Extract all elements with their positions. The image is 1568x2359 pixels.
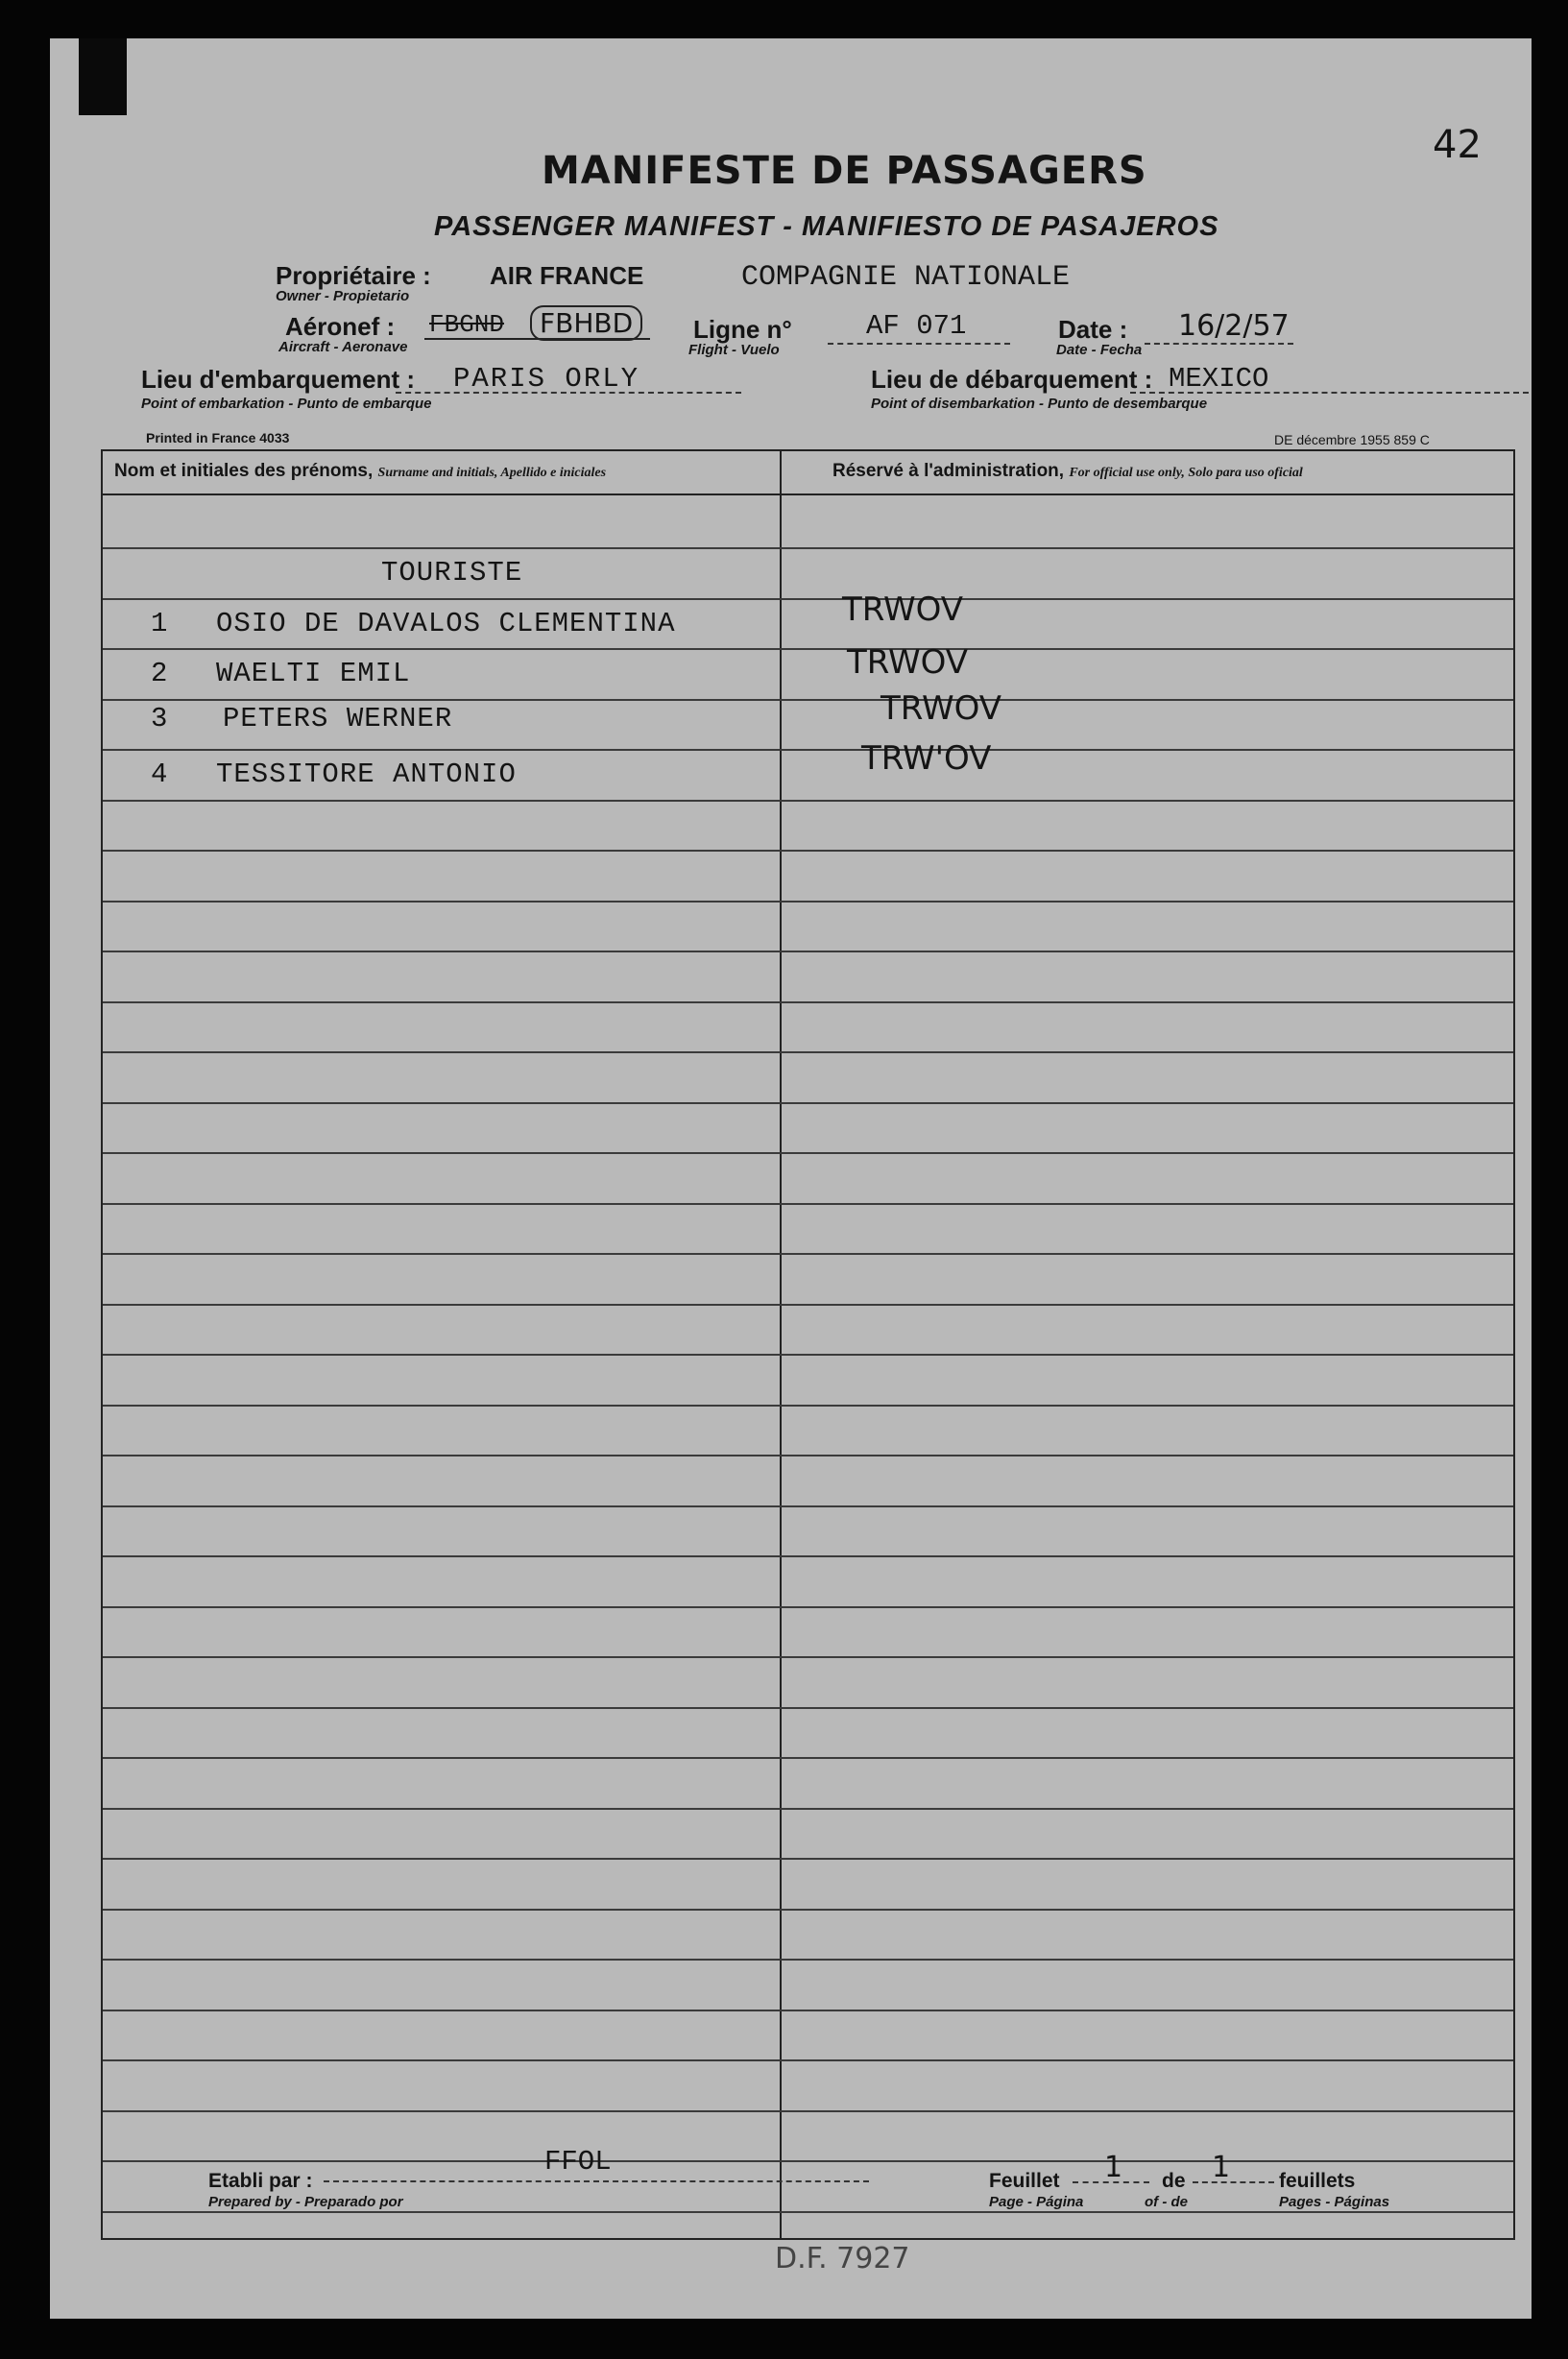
prepared-by-value: FFOL [544, 2146, 612, 2178]
passenger-number: 2 [151, 658, 169, 689]
table-rule [103, 1203, 1513, 1205]
column-divider [780, 451, 782, 2238]
table-rule [103, 800, 1513, 802]
table-rule [103, 1909, 1513, 1911]
page-number: 42 [1433, 123, 1482, 167]
table-rule [103, 2110, 1513, 2112]
passenger-initials: TRWOV [842, 590, 964, 629]
sheet-current-underline [1073, 2181, 1149, 2183]
table-rule [103, 1001, 1513, 1003]
sheet-sublabel: Page - Página [989, 2194, 1084, 2210]
table-rule [103, 547, 1513, 549]
embarkation-sublabel: Point of embarkation - Punto de embarque [141, 396, 432, 412]
aircraft-underline [424, 338, 650, 340]
owner-sublabel: Owner - Propietario [276, 288, 410, 304]
disembarkation-label: Lieu de débarquement : [871, 365, 1153, 394]
disembarkation-sublabel: Point of disembarkation - Punto de desembarque [871, 396, 1208, 412]
right-column-title: Réservé à l'administration, [832, 461, 1065, 481]
table-rule [103, 901, 1513, 903]
flight-sublabel: Flight - Vuelo [688, 342, 780, 358]
table-rule [103, 1455, 1513, 1456]
passenger-table [101, 449, 1515, 2240]
aircraft-sublabel: Aircraft - Aeronave [278, 339, 408, 355]
disembarkation-value: MEXICO [1169, 363, 1269, 395]
sheet-of-sublabel: of - de [1145, 2194, 1188, 2210]
table-rule [103, 2010, 1513, 2011]
right-column-subtitle: For official use only, Solo para uso oficial [1069, 466, 1303, 480]
sheet-total: 1 [1212, 2151, 1231, 2184]
date-value: 16/2/57 [1178, 309, 1290, 343]
reference-number: D.F. 7927 [775, 2242, 910, 2275]
table-rule [103, 1959, 1513, 1961]
aircraft-value: FBHBD [530, 305, 642, 341]
passenger-name: TESSITORE ANTONIO [216, 758, 517, 790]
table-rule [103, 2160, 1513, 2162]
passenger-number: 4 [151, 758, 169, 790]
table-rule [103, 1858, 1513, 1860]
sheet-trailing-sublabel: Pages - Páginas [1279, 2194, 1390, 2210]
owner-value: AIR FRANCE [490, 261, 644, 290]
table-rule [103, 1304, 1513, 1306]
punch-mark [79, 38, 127, 115]
class-heading: TOURISTE [381, 557, 523, 589]
table-rule [103, 2059, 1513, 2061]
disembarkation-underline [1130, 392, 1529, 394]
table-rule [103, 1656, 1513, 1658]
table-rule [103, 1505, 1513, 1507]
table-rule [103, 850, 1513, 852]
table-rule [103, 699, 1513, 701]
passenger-initials: TRWOV [847, 643, 969, 682]
table-rule [103, 1555, 1513, 1557]
passenger-name: WAELTI EMIL [216, 658, 411, 689]
passenger-number: 3 [151, 703, 169, 734]
embarkation-value: PARIS ORLY [453, 363, 640, 395]
table-rule [103, 951, 1513, 952]
date-sublabel: Date - Fecha [1056, 342, 1143, 358]
printed-in: Printed in France 4033 [146, 430, 290, 445]
table-rule [103, 749, 1513, 751]
table-rule [103, 1707, 1513, 1709]
sheet-label: Feuillet [989, 2170, 1060, 2192]
passenger-number: 1 [151, 608, 169, 639]
table-rule [103, 1051, 1513, 1053]
sheet-trailing: feuillets [1279, 2170, 1356, 2192]
manifest-sheet [50, 38, 1532, 2319]
left-column-header [114, 461, 606, 482]
date-underline [1145, 343, 1293, 345]
left-column-title: Nom et initiales des prénoms, [114, 461, 374, 481]
sheet-of-label: de [1162, 2170, 1186, 2192]
table-rule [103, 1405, 1513, 1407]
table-rule [103, 1253, 1513, 1255]
flight-value: AF 071 [866, 310, 967, 342]
prepared-by-underline [324, 2180, 869, 2182]
embarkation-label: Lieu d'embarquement : [141, 365, 415, 394]
flight-underline [828, 343, 1010, 345]
owner-label: Propriétaire : [276, 261, 431, 290]
table-rule [103, 598, 1513, 600]
right-column-header [832, 461, 1303, 482]
passenger-initials: TRW'OV [861, 739, 992, 778]
table-rule [103, 2211, 1513, 2213]
sheet-current: 1 [1104, 2151, 1123, 2184]
aircraft-label: Aéronef : [285, 312, 396, 341]
table-rule [103, 1354, 1513, 1356]
document-subtitle: PASSENGER MANIFEST - MANIFIESTO DE PASAJEROS [434, 211, 1219, 242]
table-rule [103, 1102, 1513, 1104]
document-title: MANIFESTE DE PASSAGERS [542, 149, 1147, 193]
passenger-initials: TRWOV [880, 689, 1002, 728]
prepared-by-sublabel: Prepared by - Preparado por [208, 2194, 403, 2210]
flight-label: Ligne n° [693, 315, 792, 344]
table-rule [103, 648, 1513, 650]
table-rule [103, 1606, 1513, 1608]
form-code: DE décembre 1955 859 C [1274, 432, 1430, 447]
prepared-by-label: Etabli par : [208, 2170, 313, 2192]
table-rule [103, 1757, 1513, 1759]
owner-extra: COMPAGNIE NATIONALE [741, 261, 1071, 294]
sheet-total-underline [1193, 2181, 1274, 2183]
header-line [103, 493, 1513, 495]
passenger-name: PETERS WERNER [223, 703, 453, 734]
date-label: Date : [1058, 315, 1128, 344]
table-rule [103, 1808, 1513, 1810]
passenger-name: OSIO DE DAVALOS CLEMENTINA [216, 608, 676, 639]
aircraft-struck-value: FBGND [429, 310, 505, 339]
table-rule [103, 1152, 1513, 1154]
left-column-subtitle: Surname and initials, Apellido e iniciales [377, 466, 607, 480]
embarkation-underline [396, 392, 741, 394]
